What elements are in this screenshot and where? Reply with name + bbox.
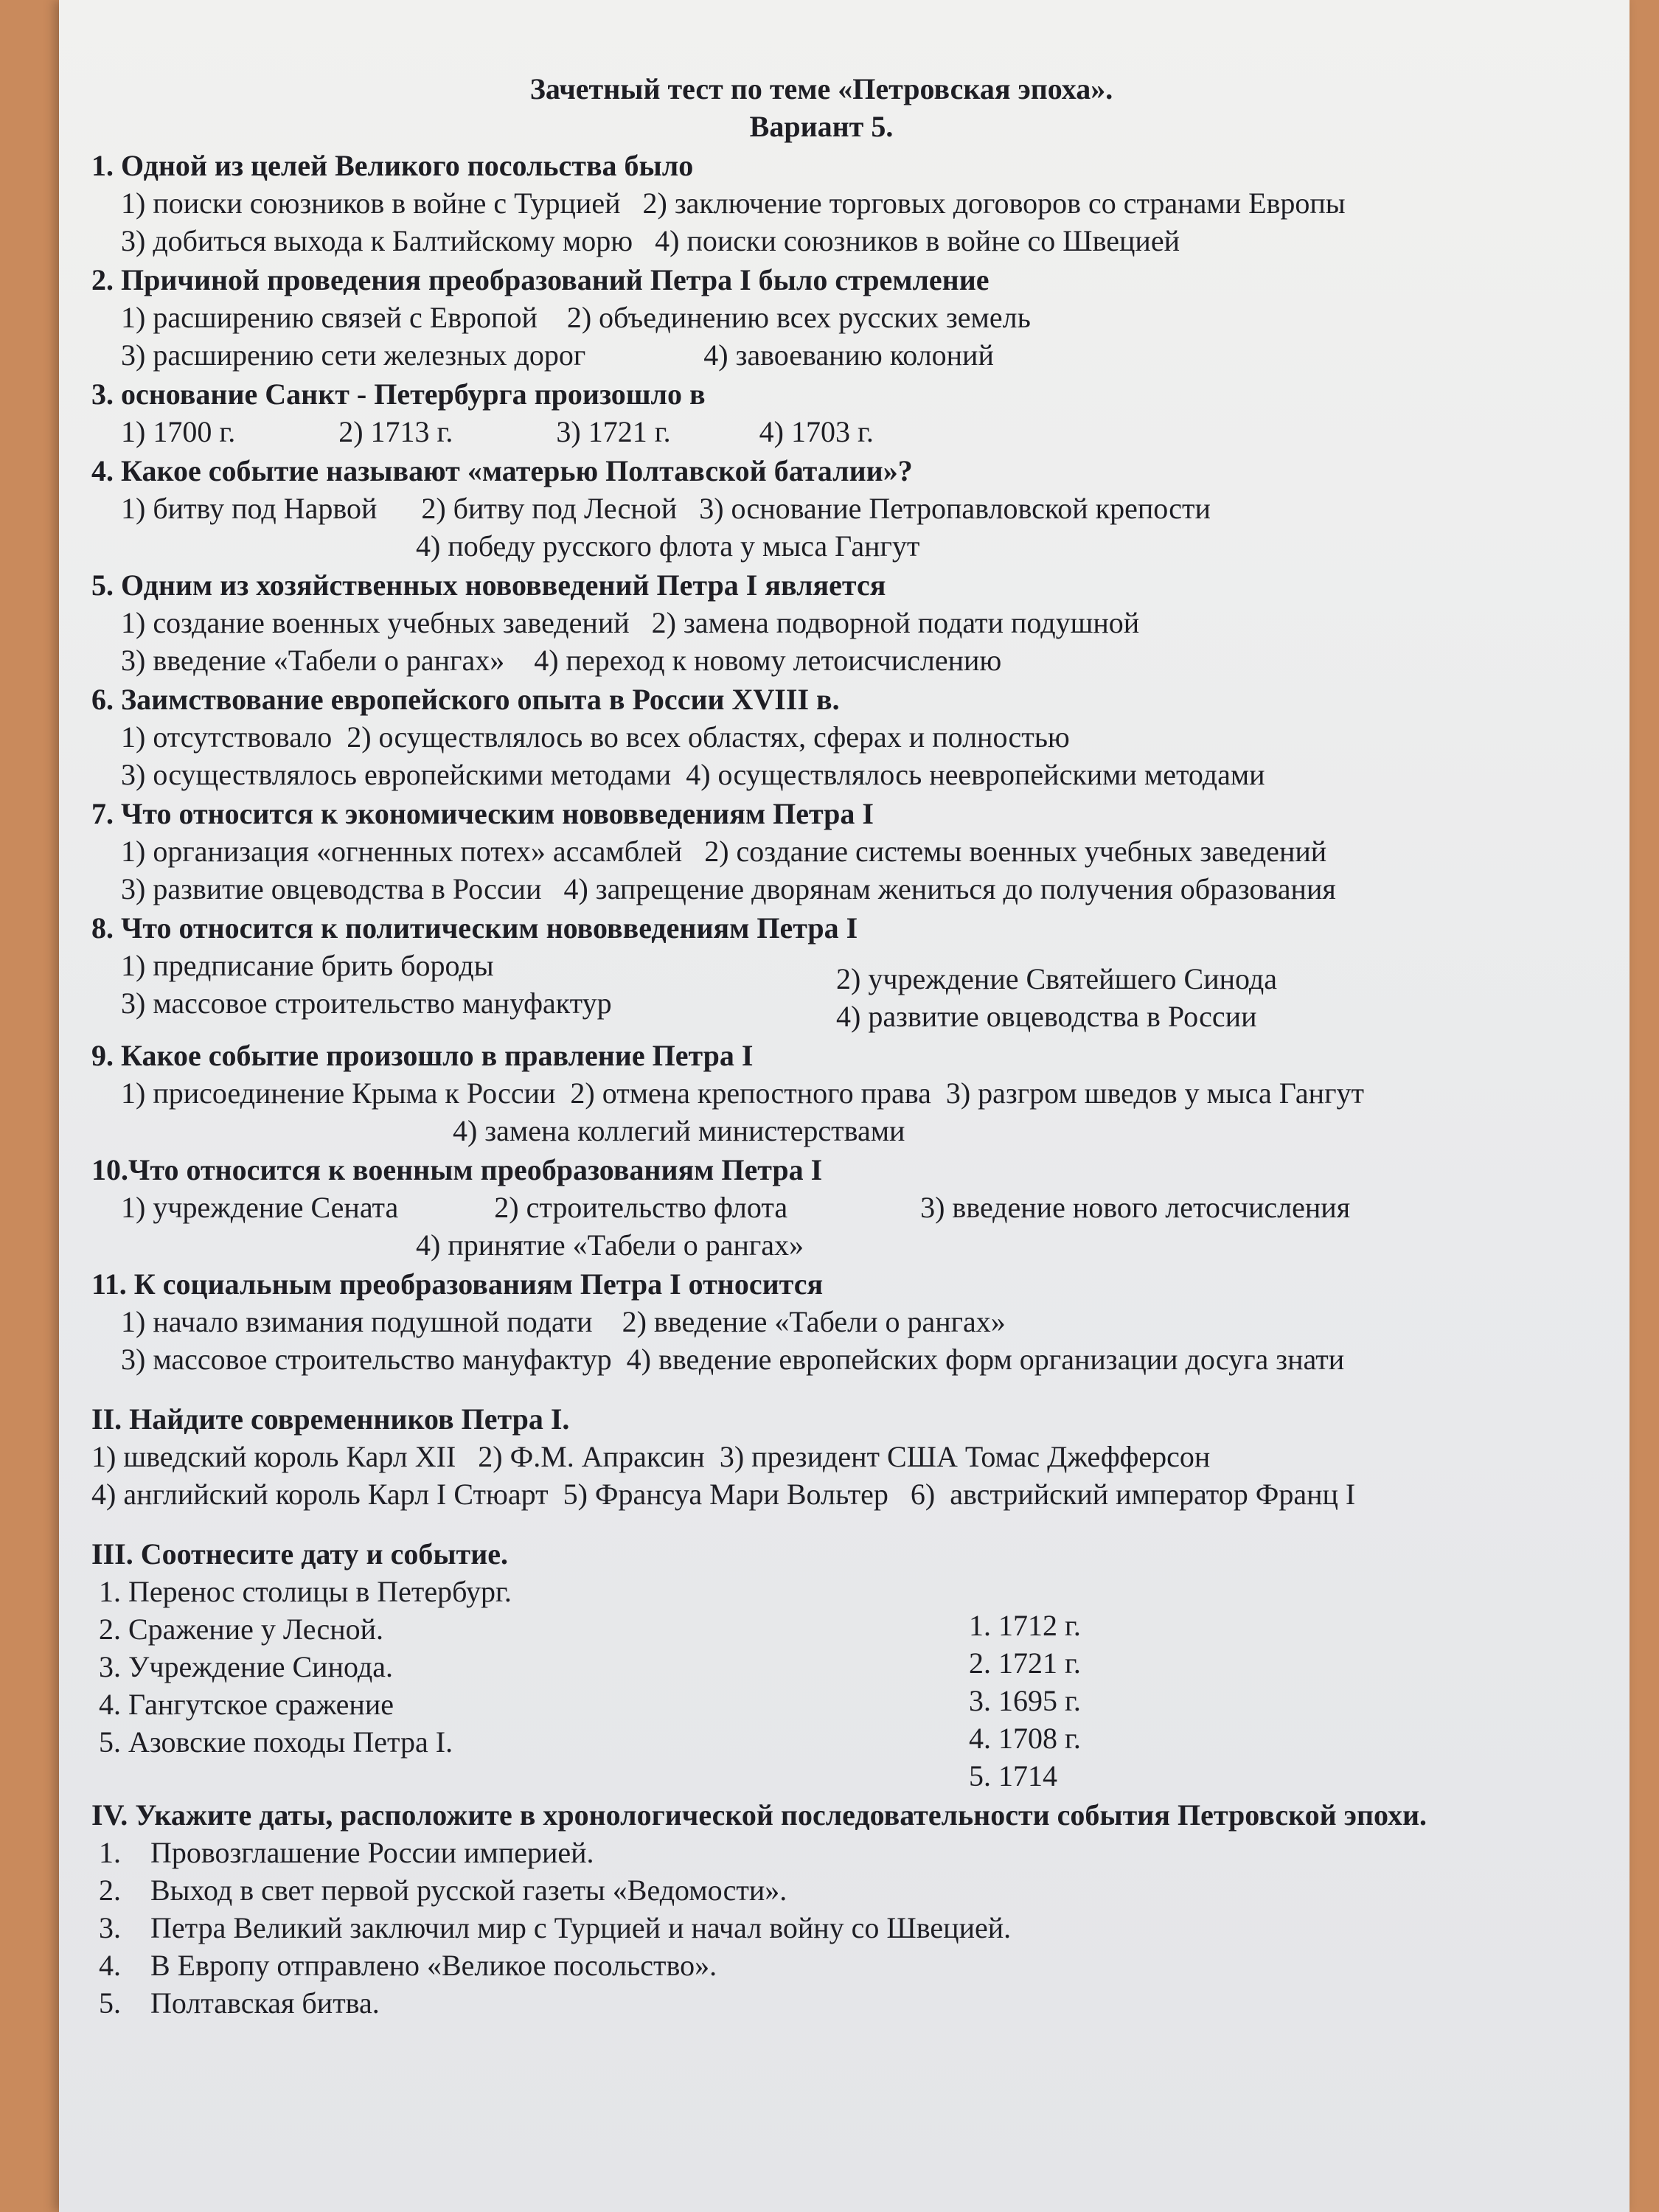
date-item: 2. 1721 г. <box>969 1646 1081 1680</box>
variant-label: Вариант 5. <box>749 110 894 143</box>
part-two-heading: II. Найдите современников Петра I. <box>91 1402 570 1436</box>
answer-options-columns <box>91 947 1551 1035</box>
answer-options-line: 1) поиски союзников в войне с Турцией 2) заключение торговых договоров со странами Европы <box>121 187 1346 220</box>
test-title: Зачетный тест по теме «Петровская эпоха». <box>529 72 1113 105</box>
answer-options-line: 3) введение «Табели о рангах» 4) переход к новому летоисчислению <box>121 644 1002 677</box>
part-three-heading: III. Соотнесите дату и событие. <box>91 1537 508 1571</box>
chronology-item: 4. В Европу отправлено «Великое посольство». <box>99 1949 717 1982</box>
answer-options-line: 1) битву под Нарвой 2) битву под Лесной 3) основание Петропавловской крепости <box>121 492 1211 525</box>
question-2: 2. Причиной проведения преобразований Петра I было стремление <box>91 263 990 296</box>
date-item: 3. 1695 г. <box>969 1684 1081 1717</box>
answer-options-line: 4) замена коллегий министерствами <box>121 1114 905 1147</box>
question-10: 10.Что относится к военным преобразованиям Петра I <box>91 1153 823 1186</box>
answer-column <box>836 947 1551 1035</box>
part-two-line: 4) английский король Карл I Стюарт 5) Франсуа Мари Вольтер 6) австрийский император Франц I <box>91 1478 1356 1511</box>
question-11: 11. К социальным преобразованиям Петра I относится <box>91 1267 824 1301</box>
question-6: 6. Заимствование европейского опыта в России XVIII в. <box>91 683 840 716</box>
event-item: 5. Азовские походы Петра I. <box>99 1725 453 1759</box>
date-item: 5. 1714 <box>969 1759 1057 1792</box>
answer-options-line: 3) расширению сети железных дорог 4) завоеванию колоний <box>121 338 994 372</box>
question-8: 8. Что относится к политическим нововведениям Петра I <box>91 911 858 945</box>
paper-sheet <box>59 0 1630 2212</box>
question-3: 3. основание Санкт - Петербурга произошло в <box>91 378 706 411</box>
answer-options-line: 1) расширению связей с Европой 2) объединению всех русских земель <box>121 301 1031 334</box>
event-item: 3. Учреждение Синода. <box>99 1650 393 1683</box>
matching-block <box>91 1573 1551 1795</box>
answer-option: 2) учреждение Святейшего Синода <box>836 962 1277 995</box>
chronology-item: 5. Полтавская битва. <box>99 1986 380 2020</box>
question-1: 1. Одной из целей Великого посольства было <box>91 149 694 182</box>
event-item: 4. Гангутское сражение <box>99 1688 394 1721</box>
answer-option: 4) развитие овцеводства в России <box>836 1000 1257 1033</box>
question-4: 4. Какое событие называют «матерью Полтавской баталии»? <box>91 454 913 487</box>
answer-options-line: 3) массовое строительство мануфактур 4) введение европейских форм организации досуга знати <box>121 1343 1345 1376</box>
part-one-questions <box>91 147 1551 1378</box>
chronology-item: 1. Провозглашение России империей. <box>99 1836 594 1869</box>
answer-options-line: 1) 1700 г. 2) 1713 г. 3) 1721 г. 4) 1703 г. <box>121 415 874 448</box>
answer-options-line: 3) осуществлялось европейскими методами 4) осуществлялось неевропейскими методами <box>121 758 1265 791</box>
question-7: 7. Что относится к экономическим нововведениям Петра I <box>91 797 874 830</box>
answer-options-line: 1) начало взимания подушной подати 2) введение «Табели о рангах» <box>121 1305 1006 1338</box>
answer-option: 1) предписание брить бороды <box>121 949 494 982</box>
answer-options-line: 4) победу русского флота у мыса Гангут <box>121 529 920 563</box>
answer-options-line: 3) добиться выхода к Балтийскому морю 4) поиски союзников в войне со Швецией <box>121 224 1180 257</box>
date-item: 1. 1712 г. <box>969 1609 1081 1642</box>
question-5: 5. Одним из хозяйственных нововведений Петра I является <box>91 568 886 602</box>
part-four-list <box>91 1834 1551 2022</box>
chronology-item: 3. Петра Великий заключил мир с Турцией и начал войну со Швецией. <box>99 1911 1012 1944</box>
event-item: 1. Перенос столицы в Петербург. <box>99 1575 512 1608</box>
answer-column <box>121 947 836 1035</box>
answer-options-line: 1) организация «огненных потех» ассамблей 2) создание системы военных учебных заведений <box>121 835 1327 868</box>
part-four-heading: IV. Укажите даты, расположите в хронологической последовательности события Петровской эпохи. <box>91 1798 1427 1832</box>
part-two-line: 1) шведский король Карл XII 2) Ф.М. Апраксин 3) президент США Томас Джефферсон <box>91 1440 1211 1473</box>
date-item: 4. 1708 г. <box>969 1722 1081 1755</box>
chronology-item: 2. Выход в свет первой русской газеты «Ведомости». <box>99 1874 787 1907</box>
question-9: 9. Какое событие произошло в правление Петра I <box>91 1039 754 1072</box>
answer-options-line: 3) развитие овцеводства в России 4) запрещение дворянам жениться до получения образования <box>121 872 1336 905</box>
answer-options-line: 1) создание военных учебных заведений 2) замена подворной подати подушной <box>121 606 1140 639</box>
answer-options-line: 1) учреждение Сената 2) строительство флота 3) введение нового летосчисления <box>121 1191 1351 1224</box>
event-item: 2. Сражение у Лесной. <box>99 1613 384 1646</box>
answer-option: 3) массовое строительство мануфактур <box>121 987 612 1020</box>
dates-column <box>969 1573 1551 1795</box>
answer-options-line: 1) отсутствовало 2) осуществлялось во всех областях, сферах и полностью <box>121 720 1070 754</box>
answer-options-line: 1) присоединение Крыма к России 2) отмена крепостного права 3) разгром шведов у мыса Гангут <box>121 1077 1364 1110</box>
events-column <box>91 1573 969 1795</box>
document-content <box>91 70 1551 2022</box>
answer-options-line: 4) принятие «Табели о рангах» <box>121 1228 804 1262</box>
